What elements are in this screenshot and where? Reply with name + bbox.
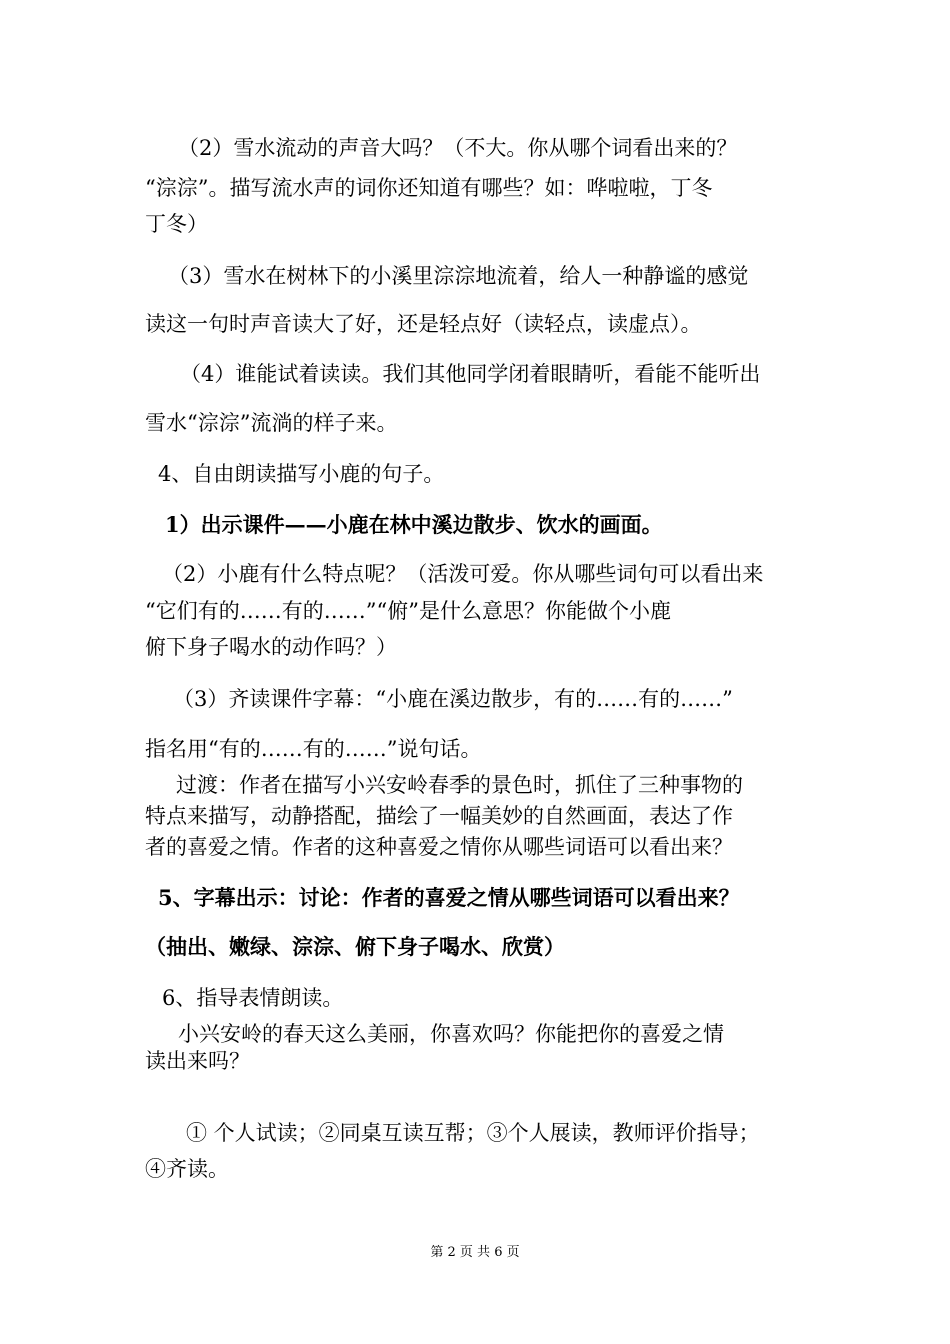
text-line: 者的喜爱之情。作者的这种喜爱之情你从哪些词语可以看出来？ bbox=[145, 835, 733, 859]
text-line: ④齐读。 bbox=[145, 1157, 229, 1181]
text-line: （3）雪水在树林下的小溪里淙淙地流着，给人一种静谧的感觉 bbox=[168, 264, 749, 288]
text-line: 特点来描写，动静搭配，描绘了一幅美妙的自然画面，表达了作 bbox=[145, 804, 733, 828]
text-line: 过渡：作者在描写小兴安岭春季的景色时，抓住了三种事物的 bbox=[176, 773, 743, 797]
text-line: （4）谁能试着读读。我们其他同学闭着眼睛听，看能不能听出 bbox=[180, 362, 761, 386]
text-line: “淙淙”。描写流水声的词你还知道有哪些？如：哗啦啦，丁冬 bbox=[145, 176, 713, 200]
text-line: （2）雪水流动的声音大吗？（不大。你从哪个词看出来的？ bbox=[178, 136, 738, 160]
text-line: （2）小鹿有什么特点呢？（活泼可爱。你从哪些词句可以看出来 bbox=[162, 562, 764, 586]
text-line: 6、指导表情朗读。 bbox=[162, 986, 344, 1010]
text-line: 读出来吗？ bbox=[145, 1049, 250, 1073]
text-line: 丁冬） bbox=[145, 212, 208, 236]
text-line: （3）齐读课件字幕：“小鹿在溪边散步，有的……有的……” bbox=[173, 687, 733, 711]
text-line: ① 个人试读；②同桌互读互帮；③个人展读，教师评价指导； bbox=[186, 1121, 760, 1145]
page-number-footer: 第 2 页 共 6 页 bbox=[430, 1245, 520, 1260]
text-line: 雪水“淙淙”流淌的样子来。 bbox=[145, 411, 398, 435]
section-heading: 1）出示课件——小鹿在林中溪边散步、饮水的画面。 bbox=[165, 512, 663, 537]
text-line: 小兴安岭的春天这么美丽，你喜欢吗？你能把你的喜爱之情 bbox=[178, 1022, 724, 1046]
text-line: “它们有的……有的……”“俯”是什么意思？你能做个小鹿 bbox=[145, 599, 671, 623]
text-line: 读这一句时声音读大了好，还是轻点好（读轻点，读虚点）。 bbox=[145, 312, 702, 336]
section-heading: （抽出、嫩绿、淙淙、俯下身子喝水、欣赏） bbox=[145, 934, 565, 959]
text-line: 指名用“有的……有的……”说句话。 bbox=[145, 737, 482, 761]
text-line: 4、自由朗读描写小鹿的句子。 bbox=[158, 462, 445, 486]
text-line: 俯下身子喝水的动作吗？） bbox=[145, 635, 397, 659]
section-heading: 5、字幕出示：讨论：作者的喜爱之情从哪些词语可以看出来？ bbox=[158, 885, 740, 910]
